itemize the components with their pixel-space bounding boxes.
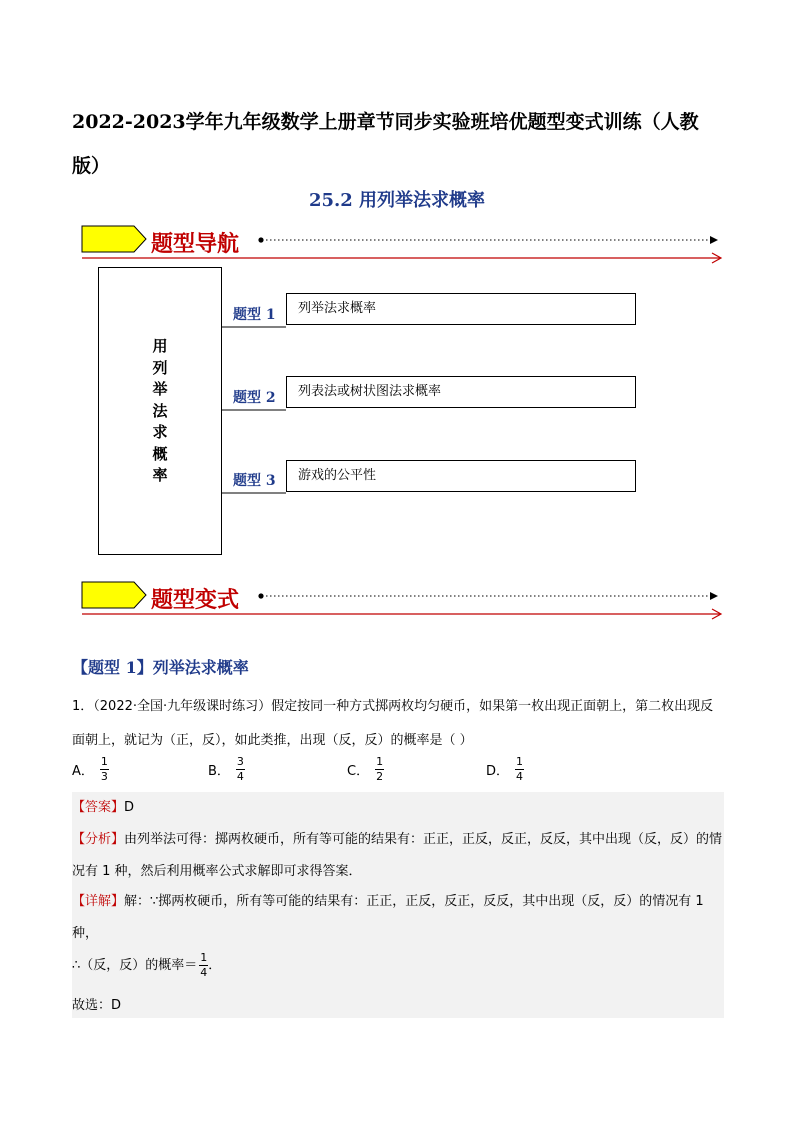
document-title: 2022-2023学年九年级数学上册章节同步实验班培优题型变式训练（人教版）: [72, 111, 699, 177]
arrowhead-icon: [710, 236, 718, 244]
type-3-box[interactable]: 游戏的公平性: [286, 460, 636, 492]
option-b[interactable]: B． $\frac{3}{4}$: [208, 755, 244, 783]
yellow-arrow-icon: [82, 582, 146, 608]
yellow-arrow-icon: [82, 226, 146, 252]
type-2-label: 题型 2: [233, 390, 276, 406]
arrowhead-icon: [710, 592, 718, 600]
variants-banner-title: 题型变式: [151, 587, 240, 613]
nav-banner-title: 题型导航: [151, 231, 240, 257]
section-heading: 【题型 1】列举法求概率: [72, 658, 249, 677]
probability-line: ∴（反，反）的概率＝ $\frac{1}{4}$ ．: [72, 951, 222, 979]
type-1-box[interactable]: 列举法求概率: [286, 293, 636, 325]
fraction: $\frac{1}{4}$: [200, 951, 208, 979]
option-d[interactable]: D． $\frac{1}{4}$: [486, 755, 524, 783]
fraction: $\frac{1}{4}$: [516, 755, 524, 783]
option-a[interactable]: A． $\frac{1}{3}$: [72, 755, 108, 783]
question-text: 1．（2022·全国·九年级课时练习）假定按同一种方式掷两枚均匀硬币，如果第一枚出现正面朝上，第二枚出现反面朝上，就记为（正，反），如此类推，出现（反，反）的概率是（ ）: [72, 699, 714, 748]
nav-vertical-title: 用 列 举 法 求 概 率: [152, 337, 168, 484]
fraction: $\frac{1}{3}$: [100, 755, 108, 783]
section-subtitle: 25.2 用列举法求概率: [308, 190, 486, 211]
fraction: $\frac{3}{4}$: [236, 755, 244, 783]
detail-text: 【详解】解：∵掷两枚硬币，所有等可能的结果有：正正，正反，反正，反反，其中出现（反，反）的情况有 1 种，: [72, 894, 704, 941]
answer-line: 【答案】D: [72, 800, 135, 815]
type-3-label: 题型 3: [233, 473, 276, 489]
type-2-box[interactable]: 列表法或树状图法求概率: [286, 376, 636, 408]
type-1-label: 题型 1: [233, 307, 276, 323]
final-choice: 故选：D: [72, 998, 122, 1013]
fraction: $\frac{1}{2}$: [376, 755, 384, 783]
option-c[interactable]: C． $\frac{1}{2}$: [347, 755, 384, 783]
analysis-text: 【分析】由列举法可得：掷两枚硬币，所有等可能的结果有：正正，正反，反正，反反，其中出现（反，反）的情况有 1 种，然后利用概率公式求解即可求得答案．: [72, 832, 723, 879]
